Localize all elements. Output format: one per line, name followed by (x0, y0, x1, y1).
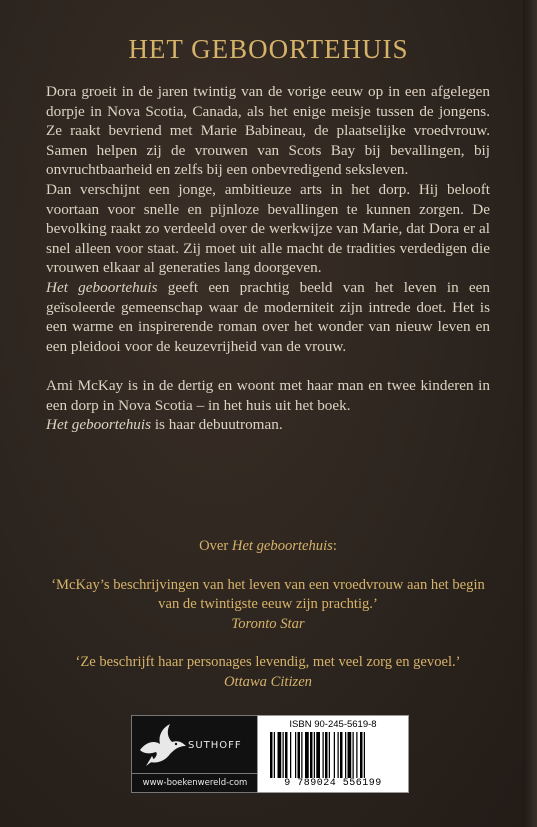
author-bio: Ami McKay is in de dertig en woont met haar man en twee kinderen in een dorp in Nova Scotia – in het huis uit het boek. (46, 376, 490, 414)
book-title: HET GEBOORTEHUIS (128, 34, 409, 64)
publisher-url: www-boekenwereld-com (132, 773, 258, 792)
barcode-bar (348, 732, 352, 778)
barcode-block (257, 715, 409, 793)
barcode-bar (310, 732, 313, 778)
author-book-title: Het geboortehuis (46, 416, 152, 434)
barcode-bar (325, 732, 328, 778)
isbn-text: ISBN 90-245-5619-8 (289, 719, 377, 730)
barcode-bar (274, 732, 275, 778)
barcode-bar (283, 732, 284, 778)
barcode-digits: 9 789024 556199 (284, 778, 382, 789)
barcode-bar (305, 732, 309, 778)
barcode-bar (323, 732, 324, 778)
barcode-bar (329, 732, 330, 778)
barcode-bar (316, 732, 320, 778)
reviews-heading (40, 537, 496, 557)
barcode-bar (340, 732, 343, 778)
barcode-bar (338, 732, 339, 778)
blurb-paragraph-3-text: geeft een prachtig beeld van het leven in een geïsoleerde gemeenschap waar de moderniteit zijn intrede doet. Het is een warme en inspirerende roman over het wonder van nieuw leven en een pleidooi voor de keuzevrijheid van de vrouw. (46, 278, 491, 355)
barcode-bar (334, 732, 335, 778)
barcode-bar (295, 732, 296, 778)
author-debut (46, 415, 490, 435)
cover-edge (523, 0, 537, 827)
barcode-bar (290, 732, 291, 778)
barcode-bar (298, 732, 301, 778)
barcode-bar (278, 732, 282, 778)
blurb-paragraph-1: Dora groeit in de jaren twintig van de vorige eeuw op in een afgelegen dorpje in Nova Scotia, Canada, als het enige meisje tussen de jongens. Ze raakt bevriend met Marie Babineau, de plaatselijke vroedvrouw. Samen helpen zij de vrouwen van Scots Bay bij bevallingen, bij onvruchtbaarheid en zelfs bij een onbevredigend seksleven. (46, 83, 490, 179)
review-quote: ‘McKay’s beschrijvingen van het leven van een vroedvrouw aan het begin van de twintigste eeuw zijn prachtig.’ (51, 576, 485, 612)
author-debut-text: is haar debuutroman. (151, 416, 283, 434)
reviews-heading-suffix: : (332, 538, 337, 554)
barcode-bar (270, 732, 273, 778)
blurb-paragraph-2: Dan verschijnt een jonge, ambitieuze arts in het dorp. Hij belooft voortaan voor snelle en pijnloze bevallingen te kunnen zorgen. De bevolking raakt zo verdeeld over de werkwijze van Marie, dat Dora er al snel alleen voor staat. Zij moet uit alle macht de tradities verdedigen die vrouwen elkaar al generaties lang doorgeven. (46, 180, 490, 277)
review-quote: ‘Ze beschrijft haar personages levendig, met veel zorg en gevoel.’ (75, 654, 461, 670)
barcode-bar (353, 732, 354, 778)
review-source: Ottawa Citizen (224, 673, 312, 690)
reviews-heading-prefix: Over (199, 538, 232, 554)
barcode-icon (270, 732, 396, 778)
barcode-bar (285, 732, 288, 778)
barcode-bar (360, 732, 363, 778)
barcode-bar (345, 732, 346, 778)
barcode-bar (356, 732, 357, 778)
publisher-name: SUTHOFF (188, 740, 242, 751)
reviews (40, 537, 496, 692)
barcode-bar (314, 732, 315, 778)
blurb-paragraph-3 (46, 278, 490, 356)
blurb-book-title: Het geboortehuis (46, 278, 158, 296)
blurb (46, 82, 490, 435)
reviews-heading-title: Het geboortehuis (231, 538, 333, 554)
publisher-block (131, 715, 259, 793)
barcode-bar (364, 732, 365, 778)
review-source: Toronto Star (231, 615, 305, 632)
barcode-bar (301, 732, 302, 778)
